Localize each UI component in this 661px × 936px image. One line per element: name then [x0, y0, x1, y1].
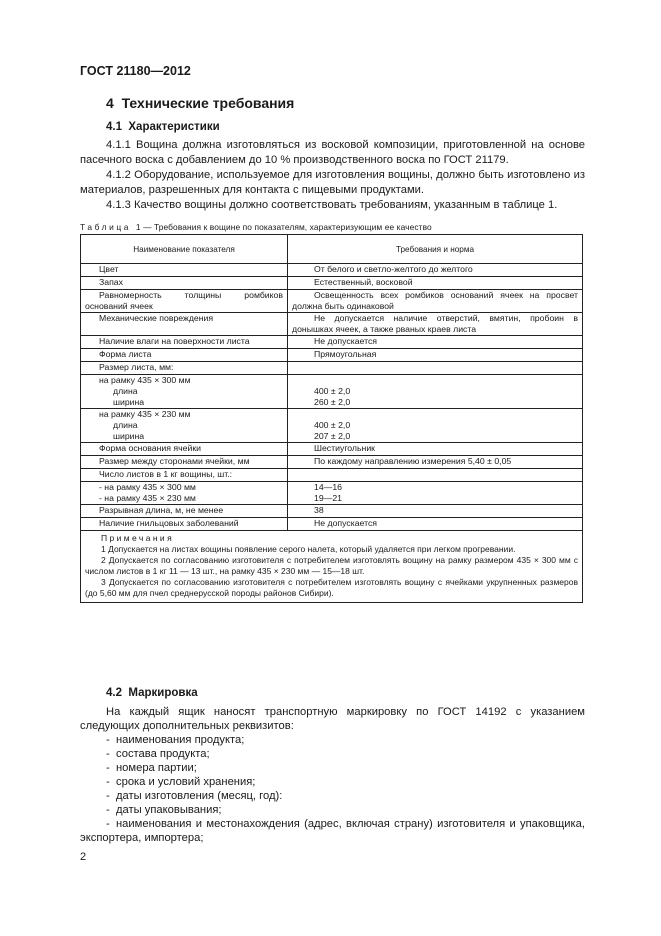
- row-name: Размер листа, мм:: [99, 362, 174, 372]
- row-name: Форма основания ячейки: [99, 443, 201, 453]
- page-number: 2: [80, 851, 87, 863]
- notes-title: Примечания: [101, 533, 175, 543]
- list-item-text: даты упаковывания;: [116, 804, 222, 816]
- list-item-text: номера партии;: [116, 762, 197, 774]
- row-value: 260 ± 2,0: [314, 397, 351, 407]
- subsection-number: 4.1: [106, 121, 122, 133]
- row-name: длина: [113, 386, 138, 396]
- subsection-title-text: Характеристики: [128, 121, 220, 133]
- table-row: [81, 264, 583, 277]
- paragraph-4-1-1: 4.1.1 Вощина должна изготовляться из восковой композиции, приготовленной на основе пасечного воска с добавлением до 10 % производственного воска по ГОСТ 21179.: [80, 139, 585, 166]
- list-item: - наименования продукта;: [106, 734, 245, 746]
- row-value: 400 ± 2,0: [314, 420, 351, 430]
- table-header-indicator: Наименование показателя: [81, 235, 288, 264]
- section-title-text: Технические требования: [121, 95, 295, 111]
- table-row: [81, 349, 583, 362]
- row-name: Запах: [99, 277, 123, 287]
- row-name: - на рамку 435 × 230 мм: [99, 493, 196, 503]
- row-name: Размер между сторонами ячейки, мм: [99, 456, 250, 466]
- table-row: [81, 482, 583, 505]
- row-value: Не допускается: [314, 518, 378, 528]
- row-name: Разрывная длина, м, не менее: [99, 505, 224, 515]
- standard-header: ГОСТ 21180—2012: [80, 64, 191, 78]
- row-name: Наличие влаги на поверхности листа: [99, 336, 250, 346]
- table-caption: [80, 222, 432, 232]
- table-caption-word: Таблица: [80, 222, 132, 232]
- list-item: - номера партии;: [106, 762, 197, 774]
- row-value: 19—21: [314, 493, 343, 503]
- requirements-table: [80, 234, 583, 603]
- list-item-text: наименования продукта;: [116, 734, 245, 746]
- section-4-1-paragraphs: [80, 138, 585, 213]
- note-item: 3 Допускается по согласованию изготовителя с потребителем изготовлять вощину с ячейками укрупненных размеров (до 5,60 мм для пчел среднерусской породы районов Сибири).: [85, 577, 578, 598]
- table-row: [81, 277, 583, 290]
- row-value: По каждому направлению измерения 5,40 ± 0,05: [314, 456, 512, 466]
- row-name: Цвет: [99, 264, 119, 274]
- row-value: 400 ± 2,0: [314, 386, 351, 396]
- table-header-norm: Требования и норма: [288, 235, 583, 264]
- row-value: [292, 469, 314, 479]
- section-title: [106, 95, 294, 111]
- row-name: Число листов в 1 кг вощины, шт.:: [99, 469, 233, 479]
- row-value: 38: [314, 505, 324, 515]
- row-value: Прямоугольная: [314, 349, 377, 359]
- row-value: [292, 362, 314, 372]
- row-value: 207 ± 2,0: [314, 431, 351, 441]
- row-name: на рамку 435 × 230 мм: [99, 409, 191, 419]
- subsection-number: 4.2: [106, 687, 122, 699]
- table-header-row: [81, 235, 583, 264]
- table-row: [81, 505, 583, 518]
- section-number: 4: [106, 95, 114, 111]
- row-value: От белого и светло-желтого до желтого: [314, 264, 473, 274]
- row-name: Равномерность толщины ромбиков оснований ячеек: [81, 290, 288, 313]
- table-row: [81, 443, 583, 456]
- list-item: - наименования и местонахождения (адрес, включая страну) изготовителя и упаковщика, экспортера, импортера;: [80, 818, 585, 844]
- row-name: ширина: [113, 397, 145, 407]
- table-row: [81, 290, 583, 313]
- list-item-text: состава продукта;: [116, 748, 210, 760]
- paragraph-4-1-2: 4.1.2 Оборудование, используемое для изготовления вощины, должно быть изготовлено из материалов, разрешенных для контакта с пищевыми продуктами.: [80, 169, 585, 196]
- table-row: [81, 409, 583, 443]
- row-name: Форма листа: [99, 349, 152, 359]
- row-value: Естественный, восковой: [314, 277, 413, 287]
- section-4-2-body: [80, 705, 585, 845]
- table-row: [81, 375, 583, 409]
- note-item: 2 Допускается по согласованию изготовителя с потребителем изготовлять вощину на рамку размером 435 × 300 мм с числом листов в 1 кг 11 — 13 шт., на рамку 435 × 230 мм — 15—18 шт.: [85, 555, 578, 576]
- subsection-title-text: Маркировка: [128, 687, 198, 699]
- table-notes-row: [81, 531, 583, 603]
- row-value: Не допускается: [314, 336, 378, 346]
- table-row: [81, 518, 583, 531]
- subsection-4-1-title: [106, 121, 220, 133]
- row-value: Не допускается наличие отверстий, вмятин, пробоин в донышках ячеек, а также рваных краев листа: [288, 313, 583, 336]
- row-value: Освещенность всех ромбиков оснований ячеек на просвет должна быть одинаковой: [288, 290, 583, 313]
- table-row: [81, 313, 583, 336]
- row-name: длина: [113, 420, 138, 430]
- table-row: [81, 362, 583, 375]
- row-name: ширина: [113, 431, 145, 441]
- list-item: - состава продукта;: [106, 748, 210, 760]
- row-name: Наличие гнильцовых заболеваний: [99, 518, 239, 528]
- table-row: [81, 336, 583, 349]
- note-item: 1 Допускается на листах вощины появление серого налета, который удаляется при легком прогревании.: [101, 544, 516, 554]
- row-name: - на рамку 435 × 300 мм: [99, 482, 196, 492]
- list-item-text: срока и условий хранения;: [116, 776, 256, 788]
- row-value: 14—16: [314, 482, 343, 492]
- paragraph-4-1-3: 4.1.3 Качество вощины должно соответствовать требованиям, указанным в таблице 1.: [106, 199, 558, 211]
- list-item: - даты упаковывания;: [106, 804, 222, 816]
- row-name: на рамку 435 × 300 мм: [99, 375, 191, 385]
- row-name: Механические повреждения: [99, 313, 214, 323]
- row-value: Шестиугольник: [314, 443, 375, 453]
- subsection-4-2-title: [106, 687, 198, 699]
- list-item: - срока и условий хранения;: [106, 776, 256, 788]
- paragraph-4-2: На каждый ящик наносят транспортную маркировку по ГОСТ 14192 с указанием следующих дополнительных реквизитов:: [80, 706, 585, 732]
- table-caption-text: 1 — Требования к вощине по показателям, характеризующим ее качество: [135, 222, 432, 232]
- list-item-text: наименования и местонахождения (адрес, включая страну) изготовителя и упаковщика, экспортера, импортера;: [80, 818, 585, 844]
- table-row: [81, 469, 583, 482]
- list-item: - даты изготовления (месяц, год):: [106, 790, 283, 802]
- row-value: [292, 409, 578, 420]
- list-item-text: даты изготовления (месяц, год):: [116, 790, 283, 802]
- table-notes: [81, 531, 583, 603]
- table-row: [81, 456, 583, 469]
- row-value: [292, 375, 578, 386]
